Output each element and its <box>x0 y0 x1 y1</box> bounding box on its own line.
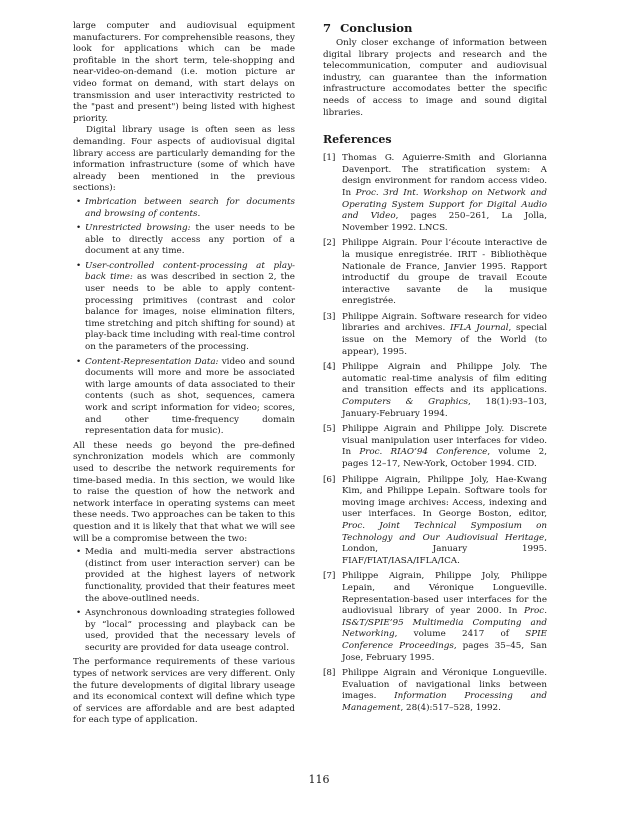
reference-text: , pages 250–261, La Jolla, November 1992. LNCS. <box>342 211 547 233</box>
left-column <box>73 21 295 727</box>
reference-title: Proc. Joint Technical Symposium on Technology and Our Audiovisual Heritage <box>342 520 547 543</box>
reference-text: Philippe Aigrain and Philippe Joly. The automatic real-time analysis of film editing and transition effects and its applications. <box>342 362 547 396</box>
reference-text: , 28(4):517–528, 1992. <box>400 702 501 713</box>
reference-label: [5] <box>323 424 336 435</box>
reference-text: , volume 2, pages 12–17, New-York, October 1994. CID. <box>342 447 547 469</box>
reference-text: , special issue on the Memory of the World (to appear), 1995. <box>342 323 548 357</box>
reference-label: [3] <box>323 311 336 322</box>
paragraph: The performance requirements of these various types of network services are very different. Only the future developments of digital library useage and its economical context will define which type of services are affordable and are best adapted for each type of application. <box>73 657 295 726</box>
list-item <box>85 261 295 354</box>
section-heading-conclusion <box>323 21 547 35</box>
reference-text: , pages 35–45, San Jose, February 1995. <box>342 640 548 663</box>
reference-label: [7] <box>323 571 336 582</box>
reference-label: [6] <box>323 474 336 485</box>
reference-text: , volume 2417 of <box>394 629 526 640</box>
reference-item <box>323 153 547 234</box>
right-column <box>323 21 547 718</box>
paragraph: All these needs go beyond the pre-defined synchronization models which are commonly used to describe the network requirements for time-based media. In this section, we would like to raise the question of how the network and network interface in operating systems can meet these needs. Two approaches can be taken to this question and it is likely that that what we will see will be a compromise between the two: <box>73 440 295 544</box>
list-item-term: Content-Representation Data: <box>85 356 219 367</box>
paragraph: large computer and audiovisual equipment manufacturers. For comprehensible reasons, they look for applications which can be made profitable in the short term, tele-shopping and near-video-on-demand (i.e. motion picture ar video format on demand, with start delays on transmission and user interactivity restricted to the "past and present") being listed with highest priority. <box>73 21 295 124</box>
list-item-term: User-controlled content-processing at play-back time: <box>85 260 295 283</box>
reference-label: [2] <box>323 238 336 249</box>
reference-list <box>323 153 547 714</box>
reference-label: [4] <box>323 362 336 373</box>
list-item <box>85 357 295 438</box>
reference-item <box>323 475 547 568</box>
list-item-term: Unrestricted browsing: <box>85 223 191 234</box>
reference-item <box>323 668 547 714</box>
reference-item <box>323 571 547 664</box>
reference-label: [1] <box>323 153 336 164</box>
reference-text: Philippe Aigrain and Véronique Longueville. Evaluation of navigational links between images. <box>342 668 547 702</box>
reference-title: IFLA Journal <box>449 323 509 334</box>
reference-title: Proc. 3rd Int. Workshop on Network and Operating System Support for Digital Audio and Video <box>342 187 547 222</box>
list-item-text: the user needs to be able to directly access any portion of a document at any time. <box>85 223 295 257</box>
reference-text: , 18(1):93–103, January-February 1994. <box>342 397 548 419</box>
page-number: 116 <box>308 773 330 786</box>
conclusion-paragraph: Only closer exchange of information between digital library projects and research and the telecommunication, computer and audiovisual industry, can guarantee than the information infrastructure accomodates better the specific needs of access to image and sound digital libraries. <box>323 38 547 118</box>
reference-text: Philippe Aigrain and Philippe Joly. Discrete visual manipulation user interfaces for video. In <box>342 424 547 458</box>
bullet-list-needs <box>73 197 295 438</box>
reference-item <box>323 312 547 358</box>
list-item <box>85 197 295 220</box>
reference-title: Computers & Graphics <box>342 397 468 408</box>
reference-item <box>323 238 547 308</box>
reference-text: Philippe Aigrain, Philippe Joly, Hae-Kwang Kim, and Philippe Lepain. Software tools for moving image archives: Access, indexing and user interfaces. In George Boston, editor, <box>342 474 547 520</box>
list-item-term: Imbrication between search for documents and browsing of contents. <box>85 196 295 219</box>
reference-title: SPIE Conference Proceedings <box>342 629 547 651</box>
references-heading: References <box>323 133 392 147</box>
reference-text: , London, January 1995. FIAF/FIAT/IASA/IFLA/ICA. <box>342 532 547 566</box>
reference-item <box>323 362 547 420</box>
section-title: Conclusion <box>340 21 413 35</box>
reference-text: Philippe Aigrain, Philippe Joly, Philippe Lepain, and Véronique Longueville. Representation-based user interfaces for the audiovisual library of year 2000. In <box>342 571 547 617</box>
list-item-text: video and sound documents will more and more be associated with large amounts of data associated to their contents (such as shot, sequences, camera work and script information for video; scores, and other time-frequency domain representation data for music). <box>85 356 295 437</box>
list-item-text: as was described in section 2, the user needs to be able to apply content-processing primitives (contrast and color balance for images, noise elimination filters, time stretching and pitch shifting for sound) at play-back time including with real-time control on the parameters of the processing. <box>85 272 295 353</box>
reference-label: [8] <box>323 668 336 679</box>
reference-text: Philippe Aigrain. Software research for video libraries and archives. <box>342 311 547 334</box>
reference-title: Proc. RIAO’94 Conference <box>359 447 488 458</box>
reference-text: Thomas G. Aguierre-Smith and Glorianna Davenport. The stratification system: A design environment for random access video. In <box>342 153 547 198</box>
list-item: • Media and multi-media server abstractions (distinct from user interaction server) can be provided at the highest layers of network functionality, provided that their features meet the above-outlined needs. <box>85 547 295 605</box>
list-item <box>85 223 295 258</box>
list-item: • Asynchronous downloading strategies followed by “local” processing and playback can be used, provided that the necessary levels of security are provided for data useage control. <box>85 608 295 654</box>
reference-title: Proc. IS&T/SPIE’95 Multimedia Computing and Networking <box>342 606 547 640</box>
reference-text: Philippe Aigrain. Pour l’écoute interactive de la musique enregistrée. IRIT - Bibliothèque Nationale de France, Janvier 1995. Rapport introductif du groupe de travail Ecoute interactive savante de la musique enregistrée. <box>342 238 547 307</box>
paragraph: Digital library usage is often seen as less demanding. Four aspects of audiovisual digital library access are particularly demanding for the information infrastructure (some of which have already been mentioned in the previous sections): <box>73 125 295 194</box>
reference-title: Information Processing and Management <box>342 691 547 713</box>
bullet-list-approaches <box>73 547 295 654</box>
section-number: 7 <box>323 21 332 35</box>
reference-item <box>323 424 547 470</box>
